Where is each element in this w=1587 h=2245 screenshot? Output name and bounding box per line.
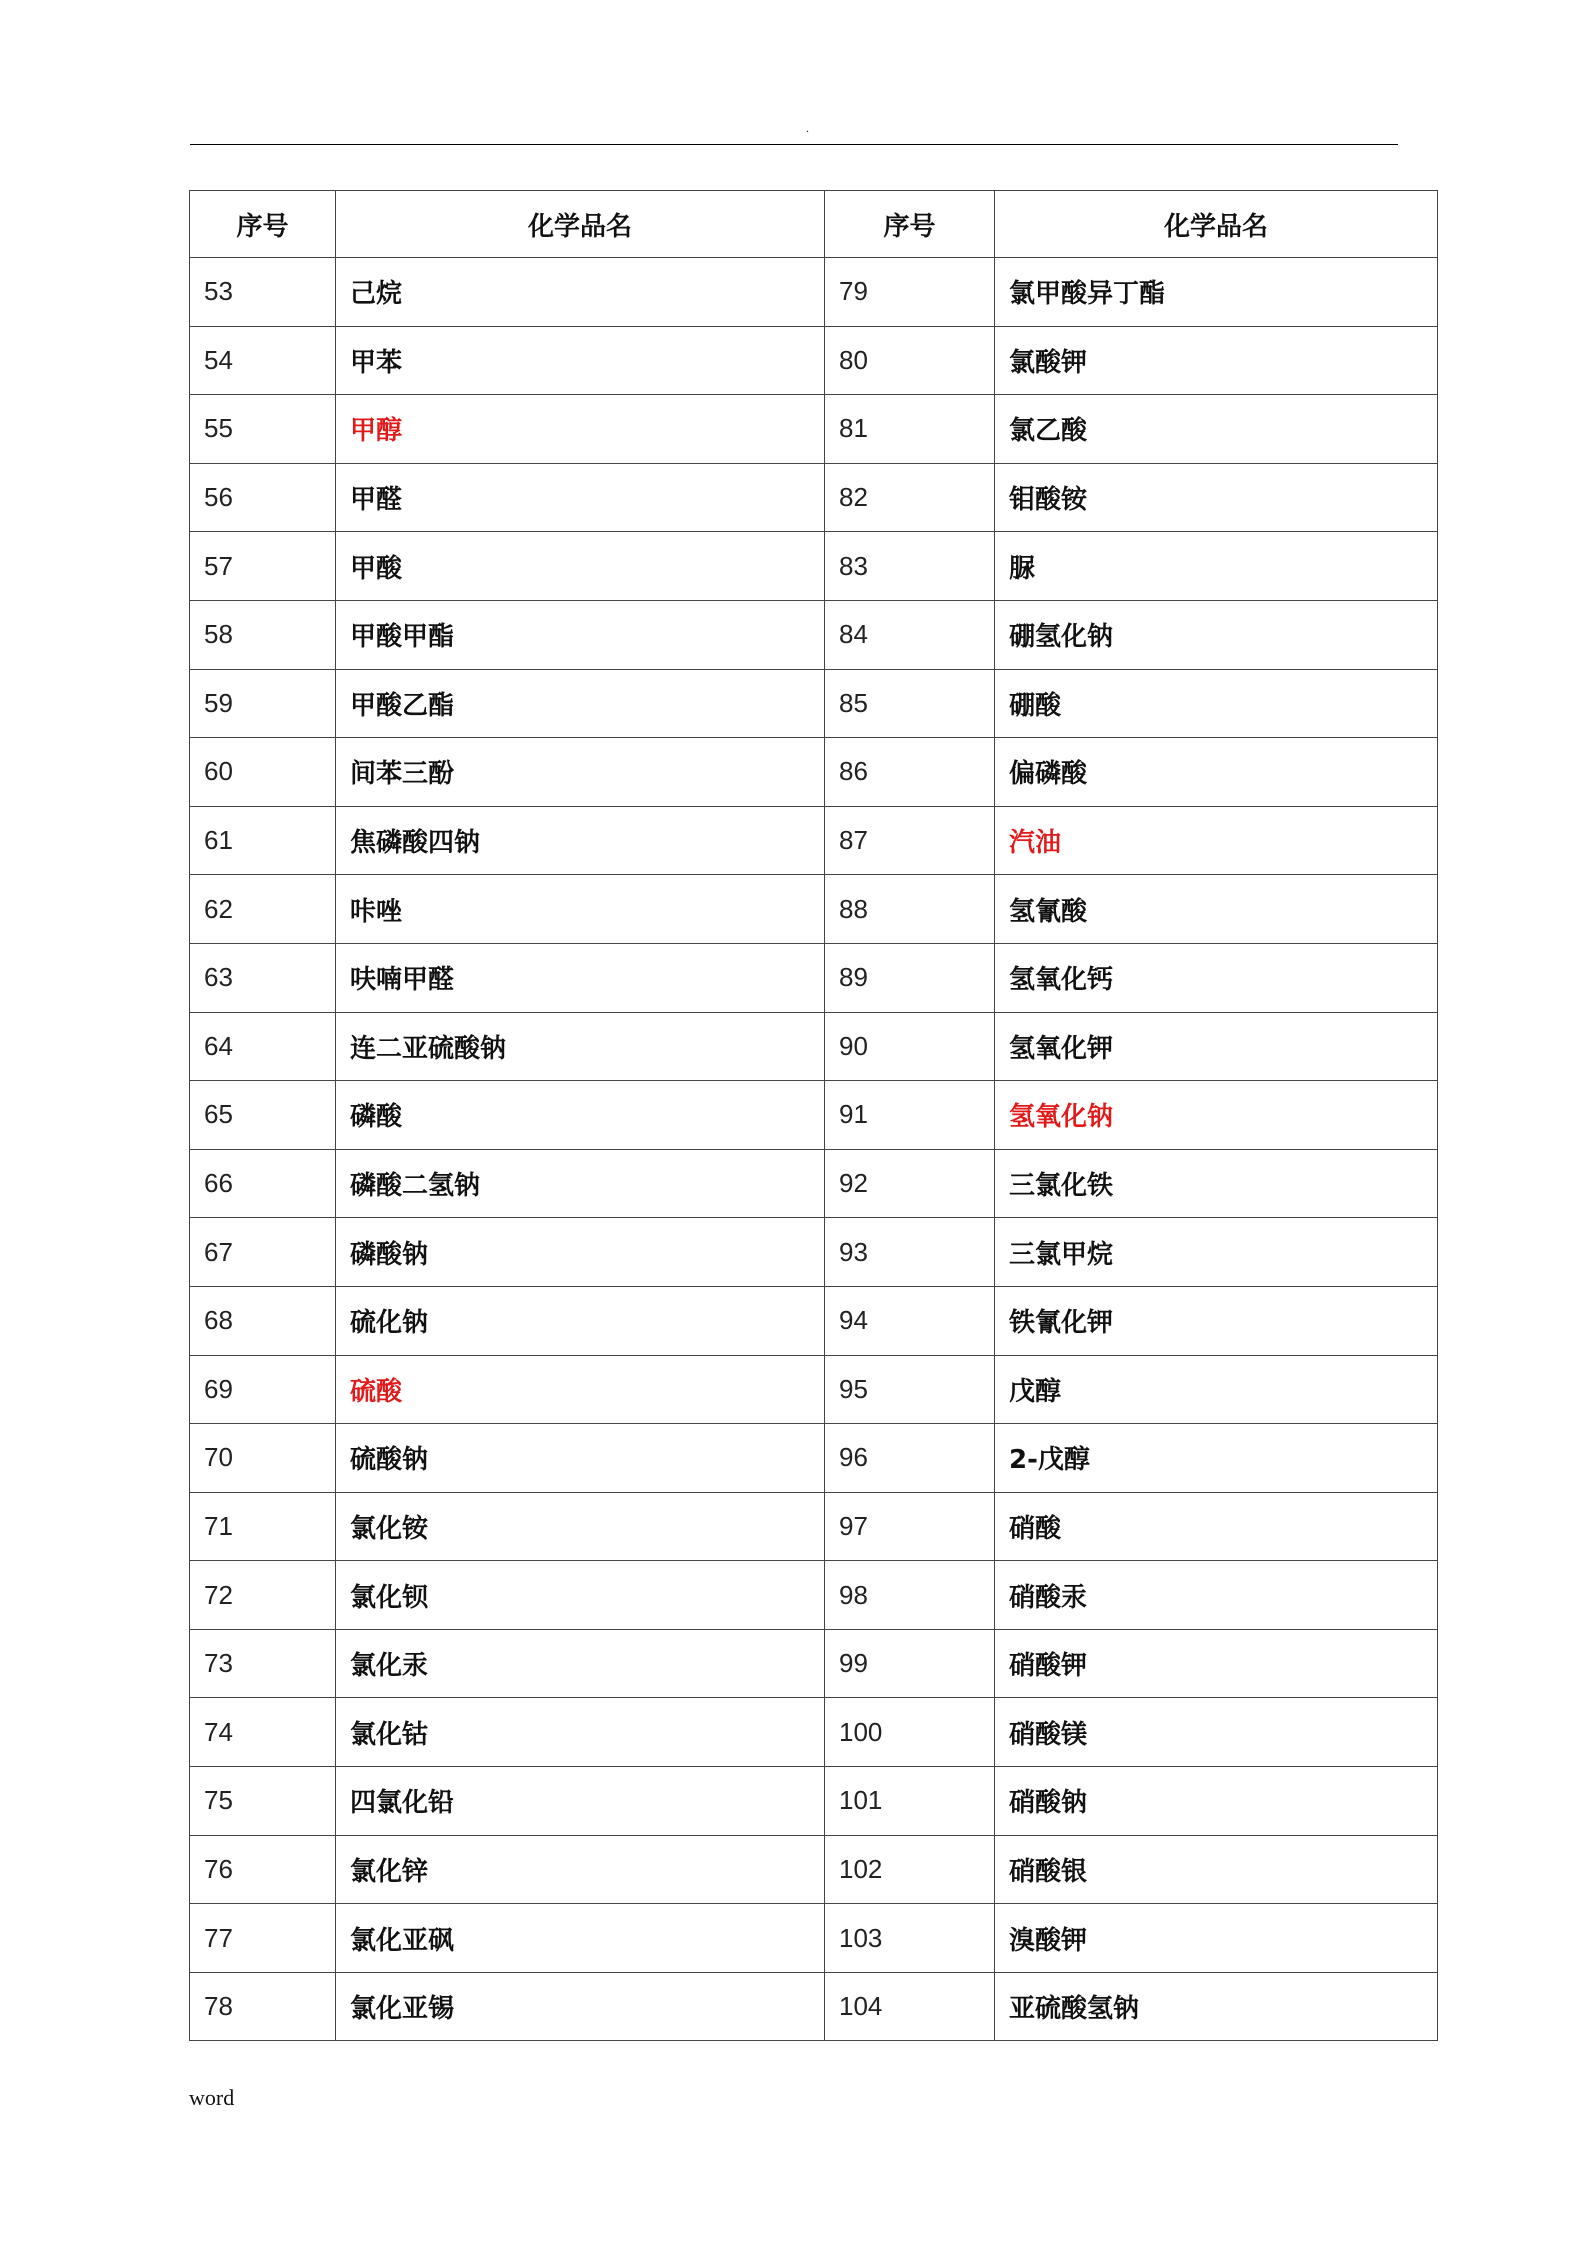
- right-chemical-name-cell: 硼氢化钠: [995, 600, 1438, 669]
- table-body: [190, 258, 1438, 2041]
- left-chemical-name-cell: 硫酸: [336, 1355, 825, 1424]
- right-number-cell: 98: [825, 1561, 995, 1630]
- table-row: [190, 1492, 1438, 1561]
- right-number-cell: 81: [825, 395, 995, 464]
- right-number-cell: 88: [825, 875, 995, 944]
- right-chemical-name-cell: 2-戊醇: [995, 1424, 1438, 1493]
- table-row: [190, 1629, 1438, 1698]
- right-number-cell: 90: [825, 1012, 995, 1081]
- left-chemical-name-cell: 氯化锌: [336, 1835, 825, 1904]
- left-number-cell: 62: [190, 875, 336, 944]
- table-row: [190, 1286, 1438, 1355]
- right-number-cell: 86: [825, 738, 995, 807]
- right-chemical-name-cell: 汽油: [995, 806, 1438, 875]
- right-chemical-name-cell: 氢氰酸: [995, 875, 1438, 944]
- chemical-table: [189, 190, 1438, 2041]
- left-chemical-name-cell: 硫化钠: [336, 1286, 825, 1355]
- table-header-row: [190, 191, 1438, 258]
- right-number-cell: 103: [825, 1904, 995, 1973]
- right-chemical-name-cell: 脲: [995, 532, 1438, 601]
- right-chemical-name-cell: 氯甲酸异丁酯: [995, 258, 1438, 327]
- left-number-cell: 57: [190, 532, 336, 601]
- left-chemical-name-cell: 磷酸二氢钠: [336, 1149, 825, 1218]
- right-chemical-name-cell: 硝酸汞: [995, 1561, 1438, 1630]
- left-chemical-name-cell: 氯化钴: [336, 1698, 825, 1767]
- column-header-number-right: 序号: [825, 191, 995, 258]
- right-number-cell: 80: [825, 326, 995, 395]
- header-rule: [190, 144, 1398, 145]
- header-mark: .: [806, 121, 809, 135]
- left-number-cell: 64: [190, 1012, 336, 1081]
- left-chemical-name-cell: 氯化亚砜: [336, 1904, 825, 1973]
- right-number-cell: 100: [825, 1698, 995, 1767]
- right-number-cell: 83: [825, 532, 995, 601]
- left-number-cell: 60: [190, 738, 336, 807]
- table-row: [190, 943, 1438, 1012]
- left-chemical-name-cell: 甲酸: [336, 532, 825, 601]
- left-number-cell: 74: [190, 1698, 336, 1767]
- table-row: [190, 1424, 1438, 1493]
- left-number-cell: 70: [190, 1424, 336, 1493]
- left-chemical-name-cell: 氯化亚锡: [336, 1972, 825, 2041]
- left-chemical-name-cell: 氯化汞: [336, 1629, 825, 1698]
- left-number-cell: 75: [190, 1767, 336, 1836]
- left-chemical-name-cell: 连二亚硫酸钠: [336, 1012, 825, 1081]
- right-number-cell: 96: [825, 1424, 995, 1493]
- left-chemical-name-cell: 甲苯: [336, 326, 825, 395]
- table-row: [190, 669, 1438, 738]
- left-number-cell: 78: [190, 1972, 336, 2041]
- right-number-cell: 79: [825, 258, 995, 327]
- left-number-cell: 73: [190, 1629, 336, 1698]
- left-number-cell: 66: [190, 1149, 336, 1218]
- left-chemical-name-cell: 呋喃甲醛: [336, 943, 825, 1012]
- left-chemical-name-cell: 甲醛: [336, 463, 825, 532]
- left-number-cell: 67: [190, 1218, 336, 1287]
- right-number-cell: 104: [825, 1972, 995, 2041]
- left-chemical-name-cell: 间苯三酚: [336, 738, 825, 807]
- right-number-cell: 91: [825, 1081, 995, 1150]
- left-chemical-name-cell: 硫酸钠: [336, 1424, 825, 1493]
- right-chemical-name-cell: 硝酸钾: [995, 1629, 1438, 1698]
- footer-text: word: [189, 2085, 235, 2110]
- right-number-cell: 99: [825, 1629, 995, 1698]
- table-row: [190, 1698, 1438, 1767]
- table-row: [190, 1835, 1438, 1904]
- left-chemical-name-cell: 四氯化铅: [336, 1767, 825, 1836]
- left-number-cell: 58: [190, 600, 336, 669]
- right-number-cell: 93: [825, 1218, 995, 1287]
- left-number-cell: 77: [190, 1904, 336, 1973]
- right-number-cell: 95: [825, 1355, 995, 1424]
- left-number-cell: 65: [190, 1081, 336, 1150]
- left-chemical-name-cell: 氯化铵: [336, 1492, 825, 1561]
- left-number-cell: 61: [190, 806, 336, 875]
- right-chemical-name-cell: 氢氧化钠: [995, 1081, 1438, 1150]
- table-row: [190, 1355, 1438, 1424]
- right-chemical-name-cell: 氢氧化钾: [995, 1012, 1438, 1081]
- left-chemical-name-cell: 磷酸钠: [336, 1218, 825, 1287]
- table-row: [190, 1012, 1438, 1081]
- right-number-cell: 85: [825, 669, 995, 738]
- right-chemical-name-cell: 硝酸钠: [995, 1767, 1438, 1836]
- right-number-cell: 89: [825, 943, 995, 1012]
- table-row: [190, 326, 1438, 395]
- left-number-cell: 53: [190, 258, 336, 327]
- left-chemical-name-cell: 己烷: [336, 258, 825, 327]
- right-chemical-name-cell: 硝酸镁: [995, 1698, 1438, 1767]
- left-number-cell: 54: [190, 326, 336, 395]
- column-header-name-left: 化学品名: [336, 191, 825, 258]
- left-chemical-name-cell: 咔唑: [336, 875, 825, 944]
- left-number-cell: 76: [190, 1835, 336, 1904]
- right-chemical-name-cell: 三氯化铁: [995, 1149, 1438, 1218]
- column-header-name-right: 化学品名: [995, 191, 1438, 258]
- left-number-cell: 72: [190, 1561, 336, 1630]
- right-chemical-name-cell: 硝酸银: [995, 1835, 1438, 1904]
- table-row: [190, 395, 1438, 464]
- left-number-cell: 63: [190, 943, 336, 1012]
- right-chemical-name-cell: 铁氰化钾: [995, 1286, 1438, 1355]
- right-chemical-name-cell: 钼酸铵: [995, 463, 1438, 532]
- left-chemical-name-cell: 焦磷酸四钠: [336, 806, 825, 875]
- left-number-cell: 55: [190, 395, 336, 464]
- right-chemical-name-cell: 氢氧化钙: [995, 943, 1438, 1012]
- left-chemical-name-cell: 氯化钡: [336, 1561, 825, 1630]
- right-chemical-name-cell: 偏磷酸: [995, 738, 1438, 807]
- table-row: [190, 1767, 1438, 1836]
- right-number-cell: 82: [825, 463, 995, 532]
- table-row: [190, 1149, 1438, 1218]
- table-row: [190, 1904, 1438, 1973]
- table-row: [190, 875, 1438, 944]
- right-chemical-name-cell: 氯酸钾: [995, 326, 1438, 395]
- right-number-cell: 97: [825, 1492, 995, 1561]
- table-row: [190, 463, 1438, 532]
- left-chemical-name-cell: 甲醇: [336, 395, 825, 464]
- right-number-cell: 101: [825, 1767, 995, 1836]
- table-row: [190, 738, 1438, 807]
- right-chemical-name-cell: 三氯甲烷: [995, 1218, 1438, 1287]
- right-number-cell: 102: [825, 1835, 995, 1904]
- right-number-cell: 94: [825, 1286, 995, 1355]
- left-chemical-name-cell: 磷酸: [336, 1081, 825, 1150]
- left-number-cell: 56: [190, 463, 336, 532]
- right-chemical-name-cell: 亚硫酸氢钠: [995, 1972, 1438, 2041]
- right-chemical-name-cell: 硝酸: [995, 1492, 1438, 1561]
- table-row: [190, 1972, 1438, 2041]
- column-header-number-left: 序号: [190, 191, 336, 258]
- right-chemical-name-cell: 戊醇: [995, 1355, 1438, 1424]
- right-chemical-name-cell: 硼酸: [995, 669, 1438, 738]
- table-row: [190, 600, 1438, 669]
- table-row: [190, 1081, 1438, 1150]
- right-number-cell: 84: [825, 600, 995, 669]
- left-number-cell: 68: [190, 1286, 336, 1355]
- right-number-cell: 87: [825, 806, 995, 875]
- table-row: [190, 532, 1438, 601]
- left-number-cell: 59: [190, 669, 336, 738]
- left-chemical-name-cell: 甲酸甲酯: [336, 600, 825, 669]
- right-number-cell: 92: [825, 1149, 995, 1218]
- table-row: [190, 1218, 1438, 1287]
- table-row: [190, 806, 1438, 875]
- table-row: [190, 1561, 1438, 1630]
- table-row: [190, 258, 1438, 327]
- right-chemical-name-cell: 溴酸钾: [995, 1904, 1438, 1973]
- left-number-cell: 71: [190, 1492, 336, 1561]
- left-number-cell: 69: [190, 1355, 336, 1424]
- left-chemical-name-cell: 甲酸乙酯: [336, 669, 825, 738]
- right-chemical-name-cell: 氯乙酸: [995, 395, 1438, 464]
